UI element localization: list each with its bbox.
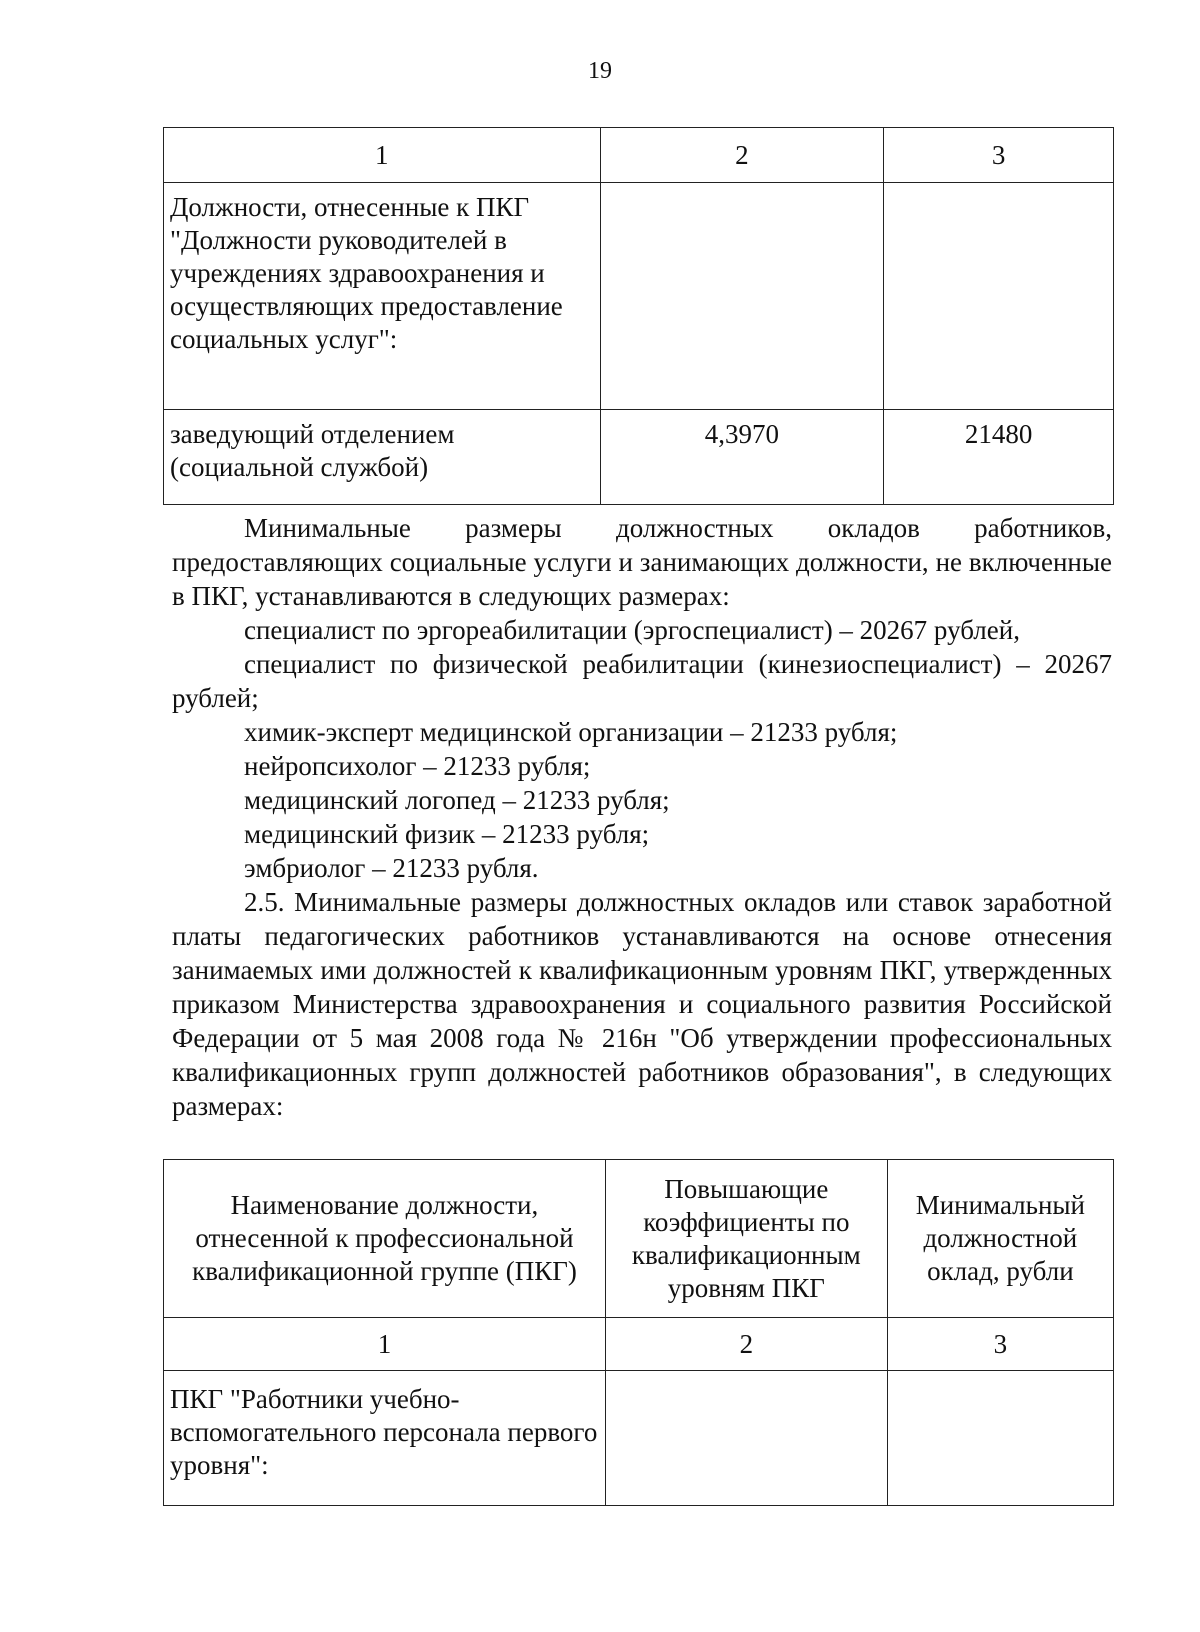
body-text [172, 511, 1112, 1123]
group-title: ПКГ "Работники учебно-вспомогательного персонала первого уровня": [164, 1371, 606, 1506]
column-header-position: Наименование должности, отнесенной к профессиональной квалификационной группе (ПКГ) [164, 1160, 606, 1318]
list-item: специалист по физической реабилитации (кинезиоспециалист) – 20267 рублей; [172, 649, 1112, 713]
column-number-2: 2 [605, 1318, 887, 1371]
table-group-row [164, 1371, 1114, 1506]
table-column-numbers [164, 1318, 1114, 1371]
column-number-1: 1 [164, 1318, 606, 1371]
salary-table-social-services [163, 127, 1114, 505]
list-item: эмбриолог – 21233 рубля. [244, 853, 539, 883]
list-item: специалист по эргореабилитации (эргоспециалист) – 20267 рублей, [244, 615, 1020, 645]
column-number-3: 3 [887, 1318, 1113, 1371]
column-number-1: 1 [164, 128, 601, 183]
salary-table-pedagogical [163, 1159, 1114, 1506]
table-header-row [164, 1160, 1114, 1318]
column-number-3: 3 [884, 128, 1114, 183]
list-item: медицинский физик – 21233 рубля; [244, 819, 650, 849]
section-2-5-paragraph: 2.5. Минимальные размеры должностных окладов или ставок заработной платы педагогических работников устанавливаются на основе отнесения занимаемых ими должностей к квалификационным уровням ПКГ, утвержденных приказом Министерства здравоохранения и социального развития Российской Федерации от 5 мая 2008 года № 216н "Об утверждении профессиональных квалификационных групп должностей работников образования", в следующих размерах: [172, 887, 1112, 1121]
salary-value: 21480 [884, 410, 1114, 505]
empty-cell [887, 1371, 1113, 1506]
empty-cell [605, 1371, 887, 1506]
column-number-2: 2 [600, 128, 884, 183]
column-header-coefficients: Повышающие коэффициенты по квалификационным уровням ПКГ [605, 1160, 887, 1318]
table-column-numbers [164, 128, 1114, 183]
intro-paragraph: Минимальные размеры должностных окладов работников, предоставляющих социальные услуги и занимающих должности, не включенные в ПКГ, устанавливаются в следующих размерах: [172, 513, 1112, 611]
page-number: 19 [588, 58, 612, 84]
coefficient-value: 4,3970 [600, 410, 884, 505]
list-item: химик-эксперт медицинской организации – 21233 рубля; [244, 717, 898, 747]
group-title: Должности, отнесенные к ПКГ "Должности руководителей в учреждениях здравоохранения и осуществляющих предоставление социальных услуг": [164, 183, 601, 410]
list-item: нейропсихолог – 21233 рубля; [244, 751, 591, 781]
column-header-salary: Минимальный должностной оклад, рубли [887, 1160, 1113, 1318]
table-row [164, 410, 1114, 505]
empty-cell [600, 183, 884, 410]
empty-cell [884, 183, 1114, 410]
list-item: медицинский логопед – 21233 рубля; [244, 785, 670, 815]
position-name: заведующий отделением (социальной службой) [164, 410, 601, 505]
table-group-row [164, 183, 1114, 410]
